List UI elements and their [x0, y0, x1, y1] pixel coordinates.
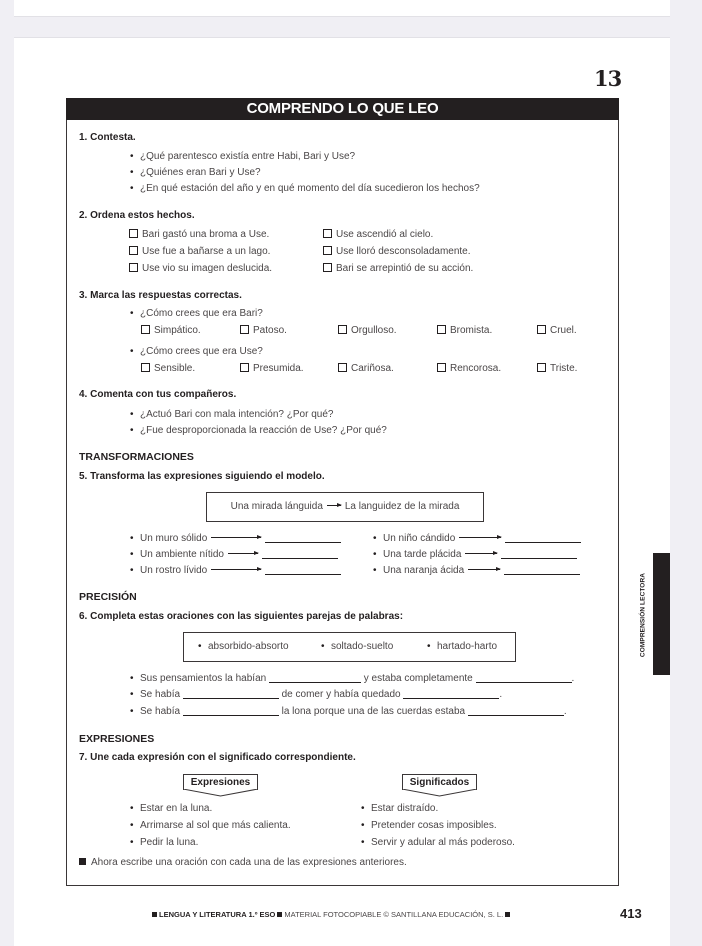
answer-blank[interactable]: [476, 682, 572, 683]
meaning-item[interactable]: • Pretender cosas imposibles.: [361, 820, 497, 832]
checkbox[interactable]: [437, 363, 446, 372]
square-bullet-icon: [277, 912, 282, 917]
arrow-icon: [211, 537, 261, 538]
tag-pointer-icon: [183, 789, 258, 797]
list-item: • ¿Fue desproporcionada la reacción de Use? ¿Por qué?: [130, 425, 387, 437]
expression-item[interactable]: • Arrimarse al sol que más calienta.: [130, 820, 291, 832]
order-item[interactable]: Bari gastó una broma a Use.: [129, 229, 269, 241]
question-5-title: 5. Transforma las expresiones siguiendo el modelo.: [79, 471, 325, 482]
question-6-title: 6. Completa estas oraciones con las siguientes parejas de palabras:: [79, 611, 404, 622]
checkbox[interactable]: [141, 363, 150, 372]
list-item: • ¿Qué parentesco existía entre Habi, Bari y Use?: [130, 151, 355, 163]
square-bullet-icon: [79, 858, 86, 865]
page-footer: LENGUA Y LITERATURA 1.º ESO MATERIAL FOTOCOPIABLE © SANTILLANA EDUCACIÓN, S. L.: [150, 910, 512, 919]
order-item[interactable]: Use ascendió al cielo.: [323, 229, 433, 241]
transform-item: • Un rostro lívido: [130, 565, 341, 577]
section-banner: COMPRENDO LO QUE LEO: [66, 98, 619, 120]
section-heading-precision: PRECISIÓN: [79, 591, 137, 603]
option[interactable]: Simpático.: [141, 325, 201, 337]
list-item: • ¿Cómo crees que era Use?: [130, 346, 263, 358]
checkbox[interactable]: [129, 263, 138, 272]
meaning-item[interactable]: • Servir y adular al más poderoso.: [361, 837, 515, 849]
arrow-icon: [468, 569, 500, 570]
checkbox[interactable]: [129, 229, 138, 238]
answer-blank[interactable]: [265, 542, 341, 543]
list-item: • ¿Actuó Bari con mala intención? ¿Por qué?: [130, 409, 333, 421]
order-item[interactable]: Bari se arrepintió de su acción.: [323, 263, 473, 275]
transform-item: • Una naranja ácida: [373, 565, 580, 577]
option[interactable]: Patoso.: [240, 325, 287, 337]
option[interactable]: Cruel.: [537, 325, 577, 337]
transform-item: • Un ambiente nítido: [130, 549, 338, 561]
checkbox[interactable]: [537, 363, 546, 372]
list-item: • ¿En qué estación del año y en qué momento del día sucedieron los hechos?: [130, 183, 480, 195]
answer-blank[interactable]: [403, 698, 499, 699]
square-bullet-icon: [505, 912, 510, 917]
option[interactable]: Triste.: [537, 363, 577, 375]
word-pair: • hartado-harto: [427, 641, 497, 653]
section-heading-expresiones: EXPRESIONES: [79, 733, 155, 745]
word-pair: • soltado-suelto: [321, 641, 393, 653]
arrow-icon: [327, 505, 341, 506]
checkbox[interactable]: [240, 325, 249, 334]
question-2-title: 2. Ordena estos hechos.: [79, 210, 195, 221]
checkbox[interactable]: [323, 263, 332, 272]
previous-page-edge: [14, 0, 670, 17]
checkbox[interactable]: [141, 325, 150, 334]
word-pair: • absorbido-absorto: [198, 641, 289, 653]
option[interactable]: Presumida.: [240, 363, 304, 375]
checkbox[interactable]: [537, 325, 546, 334]
arrow-icon: [228, 553, 258, 554]
answer-blank[interactable]: [262, 558, 338, 559]
order-item[interactable]: Use vio su imagen deslucida.: [129, 263, 272, 275]
word-pairs-box: [183, 632, 516, 662]
checkbox[interactable]: [323, 229, 332, 238]
expression-item[interactable]: • Pedir la luna.: [130, 837, 198, 849]
answer-blank[interactable]: [183, 715, 279, 716]
list-item: • ¿Quiénes eran Bari y Use?: [130, 167, 261, 179]
option[interactable]: Sensible.: [141, 363, 195, 375]
option[interactable]: Cariñosa.: [338, 363, 394, 375]
answer-blank[interactable]: [501, 558, 577, 559]
expression-item[interactable]: • Estar en la luna.: [130, 803, 212, 815]
answer-blank[interactable]: [468, 715, 564, 716]
page-number: 413: [620, 906, 642, 921]
order-item[interactable]: Use lloró desconsoladamente.: [323, 246, 471, 258]
option[interactable]: Bromista.: [437, 325, 492, 337]
meaning-item[interactable]: • Estar distraído.: [361, 803, 438, 815]
question-3-title: 3. Marca las respuestas correctas.: [79, 290, 242, 301]
checkbox[interactable]: [338, 363, 347, 372]
transform-item: • Una tarde plácida: [373, 549, 577, 561]
arrow-icon: [465, 553, 497, 554]
arrow-icon: [211, 569, 261, 570]
option[interactable]: Orgulloso.: [338, 325, 397, 337]
checkbox[interactable]: [437, 325, 446, 334]
unit-number: 13: [594, 66, 622, 91]
expresiones-tag: Expresiones: [183, 774, 258, 790]
section-heading-transformaciones: TRANSFORMACIONES: [79, 451, 194, 463]
side-tab-label: COMPRENSIÓN LECTORA: [639, 572, 647, 658]
checkbox[interactable]: [338, 325, 347, 334]
side-tab-bar: [653, 553, 670, 675]
option[interactable]: Rencorosa.: [437, 363, 501, 375]
sentence-item: • Se había de comer y había quedado .: [130, 689, 502, 701]
answer-blank[interactable]: [265, 574, 341, 575]
arrow-icon: [459, 537, 501, 538]
sentence-item: • Sus pensamientos la habían y estaba completamente .: [130, 673, 574, 685]
checkbox[interactable]: [323, 246, 332, 255]
answer-blank[interactable]: [269, 682, 361, 683]
answer-blank[interactable]: [505, 542, 581, 543]
checkbox[interactable]: [240, 363, 249, 372]
checkbox[interactable]: [129, 246, 138, 255]
transform-item: • Un muro sólido: [130, 533, 341, 545]
list-item: • ¿Cómo crees que era Bari?: [130, 308, 263, 320]
tag-pointer-icon: [402, 789, 477, 797]
transform-item: • Un niño cándido: [373, 533, 581, 545]
model-box: Una mirada lánguida La languidez de la mirada: [206, 492, 484, 522]
follow-up-instruction: Ahora escribe una oración con cada una de las expresiones anteriores.: [79, 857, 407, 869]
square-bullet-icon: [152, 912, 157, 917]
significados-tag: Significados: [402, 774, 477, 790]
question-4-title: 4. Comenta con tus compañeros.: [79, 389, 237, 400]
order-item[interactable]: Use fue a bañarse a un lago.: [129, 246, 270, 258]
answer-blank[interactable]: [504, 574, 580, 575]
question-7-title: 7. Une cada expresión con el significado correspondiente.: [79, 752, 356, 763]
sentence-item: • Se había la lona porque una de las cuerdas estaba .: [130, 706, 567, 718]
answer-blank[interactable]: [183, 698, 279, 699]
question-1-title: 1. Contesta.: [79, 132, 136, 143]
